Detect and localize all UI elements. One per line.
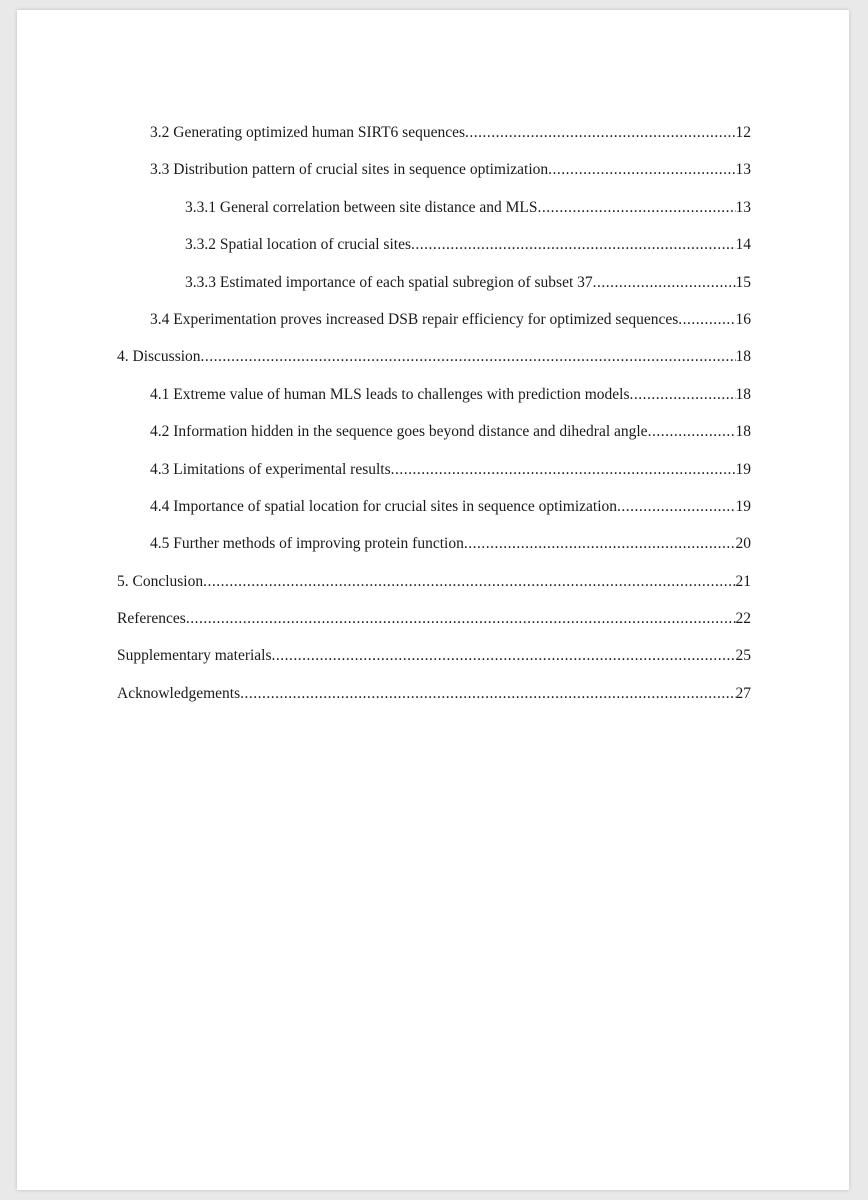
- toc-entry-title: Acknowledgements: [117, 684, 241, 702]
- toc-entry-title: 3.2 Generating optimized human SIRT6 sequences: [150, 124, 466, 141]
- toc-entry[interactable]: [117, 600, 751, 637]
- toc-entry-title: 4.3 Limitations of experimental results: [150, 460, 391, 478]
- toc-dot-leader: [201, 338, 736, 375]
- toc-entry[interactable]: [117, 189, 751, 226]
- toc-entry[interactable]: [117, 488, 751, 525]
- toc-page-number: 13: [735, 161, 751, 179]
- toc-page-number: 20: [735, 535, 751, 553]
- toc-dot-leader: [391, 451, 736, 488]
- toc-entry[interactable]: [117, 338, 751, 375]
- toc-entry[interactable]: [117, 151, 751, 188]
- toc-page-number: 22: [735, 610, 751, 628]
- toc-dot-leader: [630, 376, 736, 413]
- toc-entry-title: 4.5 Further methods of improving protein function: [150, 535, 464, 553]
- toc-entry[interactable]: [117, 525, 751, 562]
- toc-entry[interactable]: [117, 451, 751, 488]
- toc-entry-title: 5. Conclusion: [117, 572, 204, 590]
- toc-dot-leader: [648, 413, 736, 450]
- toc-dot-leader: [465, 114, 735, 151]
- toc-dot-leader: [411, 226, 736, 263]
- toc-dot-leader: [548, 151, 735, 188]
- toc-entry-title: 3.3.2 Spatial location of crucial sites: [185, 236, 411, 254]
- toc-dot-leader: [272, 637, 736, 674]
- toc-entry[interactable]: [117, 376, 751, 413]
- toc-page-number: 18: [735, 423, 751, 441]
- toc-entry[interactable]: [117, 637, 751, 674]
- toc-dot-leader: [617, 488, 736, 525]
- toc-entry-title: 4.1 Extreme value of human MLS leads to challenges with prediction models: [150, 385, 630, 403]
- toc-entry-title: 3.3.3 Estimated importance of each spatial subregion of subset 37: [185, 273, 593, 291]
- toc-entry[interactable]: [117, 301, 751, 338]
- document-page: [17, 10, 849, 1190]
- toc-page-number: 18: [735, 385, 751, 403]
- toc-page-number: 16: [735, 310, 751, 328]
- toc-page-number: 13: [735, 198, 751, 216]
- toc-page-number: 19: [735, 460, 751, 478]
- toc-entry[interactable]: [117, 264, 751, 301]
- toc-entry-title: Supplementary materials: [117, 647, 272, 665]
- toc-dot-leader: [464, 525, 736, 562]
- toc-entry-title: 3.3 Distribution pattern of crucial sites in sequence optimization: [150, 161, 549, 179]
- toc-dot-leader: [240, 675, 735, 712]
- toc-entry-title: 4.2 Information hidden in the sequence goes beyond distance and dihedral angle: [150, 423, 648, 441]
- toc-entry[interactable]: [117, 675, 751, 712]
- toc-page-number: 12: [735, 124, 751, 141]
- toc-entry[interactable]: [117, 226, 751, 263]
- toc-dot-leader: [186, 600, 736, 637]
- table-of-contents: [117, 114, 751, 712]
- toc-page-number: 25: [735, 647, 751, 665]
- toc-page-number: 27: [735, 684, 751, 702]
- toc-entry-title: 4.4 Importance of spatial location for crucial sites in sequence optimization: [150, 497, 617, 515]
- toc-page-number: 15: [735, 273, 751, 291]
- toc-dot-leader: [678, 301, 735, 338]
- toc-entry-title: 3.4 Experimentation proves increased DSB repair efficiency for optimized sequences: [150, 310, 679, 328]
- toc-page-number: 21: [735, 572, 751, 590]
- toc-entry[interactable]: [117, 413, 751, 450]
- toc-page-number: 19: [735, 497, 751, 515]
- toc-entry[interactable]: [117, 114, 751, 151]
- toc-dot-leader: [538, 189, 736, 226]
- toc-dot-leader: [203, 563, 735, 600]
- toc-page-number: 18: [735, 348, 751, 366]
- toc-entry[interactable]: [117, 563, 751, 600]
- toc-page-number: 14: [735, 236, 751, 254]
- toc-entry-title: References: [117, 610, 186, 628]
- toc-dot-leader: [593, 264, 736, 301]
- toc-entry-title: 4. Discussion: [117, 348, 201, 366]
- toc-entry-title: 3.3.1 General correlation between site distance and MLS: [185, 198, 538, 216]
